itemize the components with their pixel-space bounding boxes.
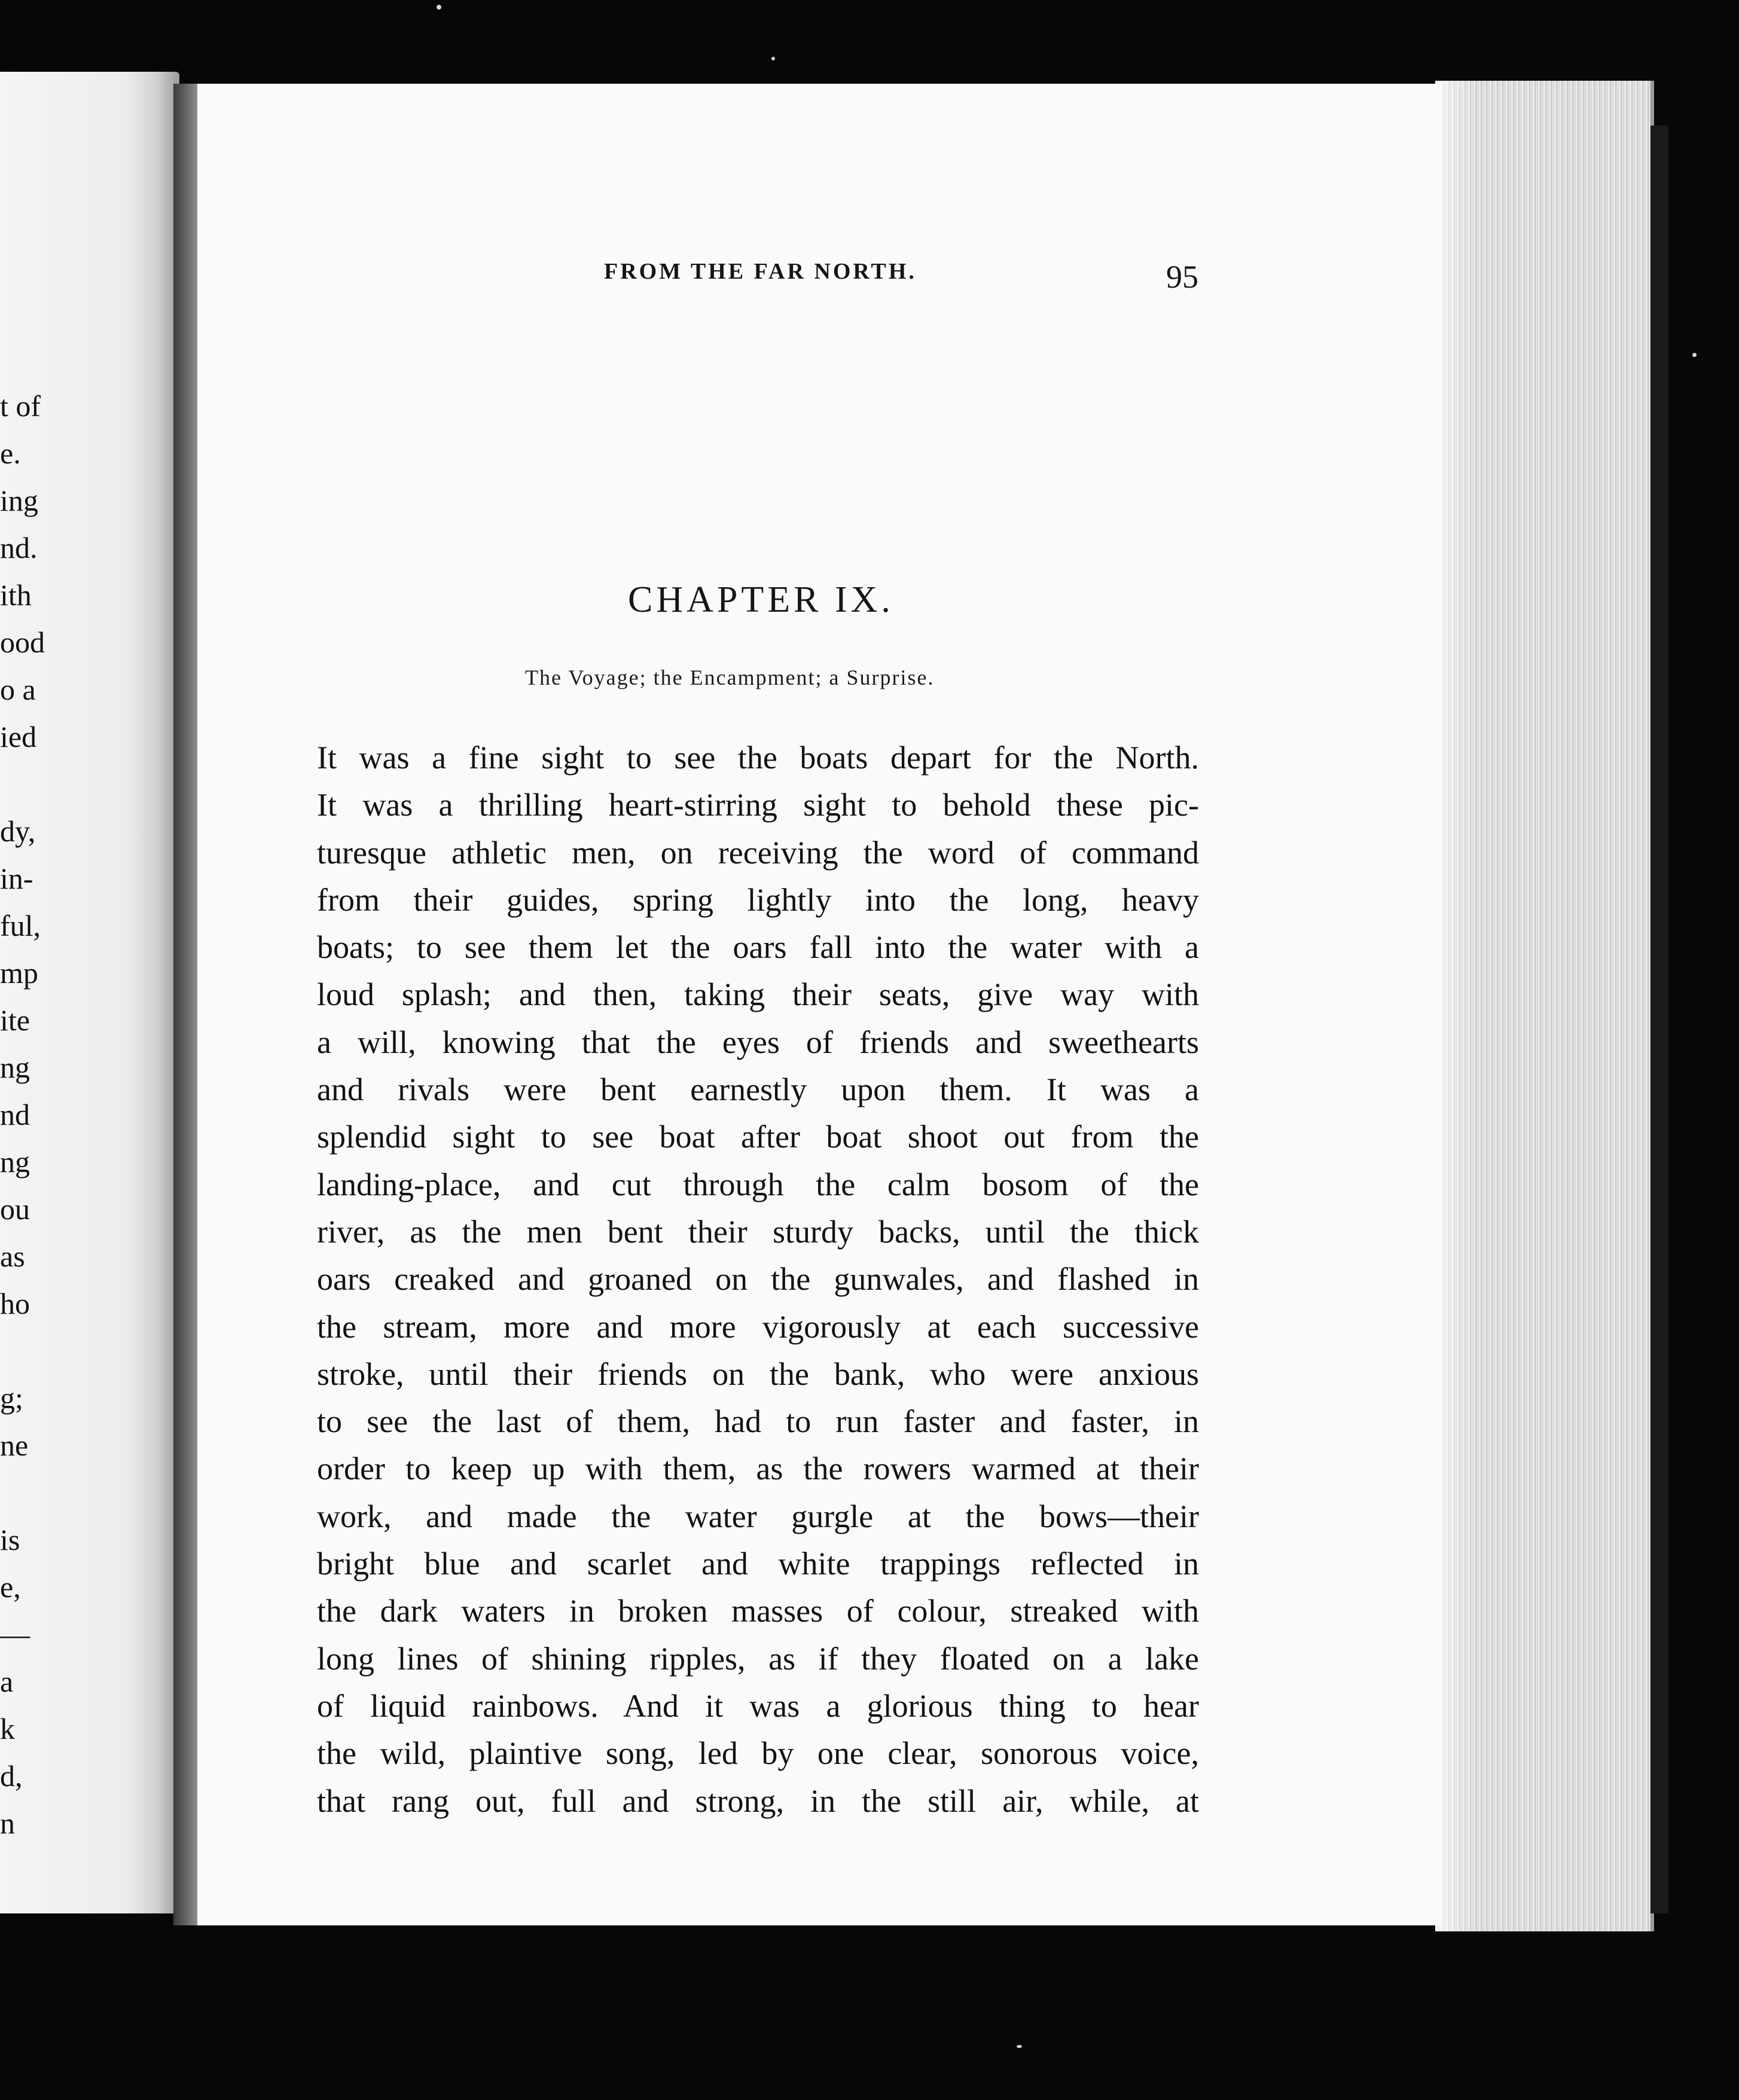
facing-page-line-fragment: ng (0, 1145, 30, 1179)
text-line: splendid sight to see boat after boat shoot out from the (317, 1119, 1199, 1155)
facing-page-line-fragment: ing (0, 484, 38, 517)
facing-page-line-fragment (0, 1469, 66, 1516)
book-cover-edge (1650, 126, 1668, 1913)
facing-page-line-fragment: t of (0, 389, 41, 423)
facing-page-line-fragment: as (0, 1240, 25, 1273)
facing-page-line-fragment: ho (0, 1287, 30, 1320)
facing-page-line-fragment: k (0, 1712, 15, 1745)
facing-page-line-fragment: n (0, 1806, 15, 1840)
facing-page (0, 72, 179, 1913)
text-line: work, and made the water gurgle at the bows—their (317, 1498, 1199, 1534)
text-line: turesque athletic men, on receiving the word of command (317, 834, 1199, 871)
text-line: boats; to see them let the oars fall into the water with a (317, 929, 1199, 966)
facing-page-line-fragment: e, (0, 1570, 21, 1604)
chapter-body-text (317, 734, 1199, 1825)
page-number: 95 (1166, 259, 1198, 295)
facing-page-line-fragment: nd (0, 1098, 30, 1131)
facing-page-line-fragment: d, (0, 1759, 23, 1793)
page-edges-stack (1435, 81, 1654, 1931)
scan-speck (771, 57, 775, 60)
text-line: a will, knowing that the eyes of friends and sweethearts (317, 1024, 1199, 1060)
text-line: landing-place, and cut through the calm bosom of the (317, 1166, 1199, 1202)
facing-page-line-fragment: ied (0, 720, 37, 753)
facing-page-text-fragments (0, 383, 66, 1847)
text-line: stroke, until their friends on the bank, who were anxious (317, 1356, 1199, 1392)
text-line: order to keep up with them, as the rowers warmed at their (317, 1451, 1199, 1487)
scan-speck (1692, 353, 1697, 357)
facing-page-line-fragment: dy, (0, 814, 36, 848)
text-line: river, as the men bent their sturdy backs, until the thick (317, 1213, 1199, 1250)
text-line: and rivals were bent earnestly upon them. It was a (317, 1072, 1199, 1108)
facing-page-line-fragment (0, 1327, 66, 1375)
text-line: the dark waters in broken masses of colour, streaked with (317, 1593, 1199, 1629)
chapter-subtitle: The Voyage; the Encampment; a Surprise. (525, 666, 935, 689)
text-line: of liquid rainbows. And it was a glorious thing to hear (317, 1687, 1199, 1724)
text-line: bright blue and scarlet and white trappings reflected in (317, 1546, 1199, 1582)
facing-page-line-fragment: ite (0, 1003, 30, 1037)
facing-page-line-fragment: is (0, 1523, 20, 1556)
text-line: loud splash; and then, taking their seats, give way with (317, 976, 1199, 1013)
facing-page-line-fragment: nd. (0, 531, 38, 564)
facing-page-line-fragment: e. (0, 437, 21, 470)
text-line: long lines of shining ripples, as if they floated on a lake (317, 1640, 1199, 1677)
facing-page-line-fragment: ne (0, 1429, 29, 1462)
text-line: to see the last of them, had to run faster and faster, in (317, 1403, 1199, 1440)
text-line: the wild, plaintive song, led by one clear, sonorous voice, (317, 1735, 1199, 1772)
text-line: It was a thrilling heart-stirring sight to behold these pic- (317, 787, 1199, 823)
text-line: that rang out, full and strong, in the still air, while, at (317, 1782, 1199, 1819)
facing-page-line-fragment (0, 761, 66, 808)
facing-page-line-fragment: in- (0, 862, 33, 895)
scan-speck (1017, 2045, 1022, 2048)
facing-page-line-fragment: o a (0, 673, 36, 706)
text-line: oars creaked and groaned on the gunwales, and flashed in (317, 1261, 1199, 1298)
facing-page-line-fragment: ng (0, 1051, 30, 1084)
facing-page-line-fragment: — (0, 1617, 30, 1651)
scan-speck (437, 5, 441, 10)
text-line: from their guides, spring lightly into the long, heavy (317, 881, 1199, 918)
facing-page-line-fragment: ful, (0, 909, 41, 942)
running-head: FROM THE FAR NORTH. (604, 259, 917, 284)
facing-page-line-fragment: mp (0, 956, 38, 990)
facing-page-line-fragment: g; (0, 1381, 23, 1415)
facing-page-line-fragment: ith (0, 578, 32, 612)
facing-page-line-fragment: ou (0, 1192, 30, 1226)
facing-page-line-fragment: a (0, 1665, 14, 1698)
text-line: It was a fine sight to see the boats depart for the North. (317, 740, 1199, 776)
text-line: the stream, more and more vigorously at each successive (317, 1308, 1199, 1345)
chapter-title: CHAPTER IX. (628, 579, 894, 620)
facing-page-line-fragment: ood (0, 625, 45, 659)
